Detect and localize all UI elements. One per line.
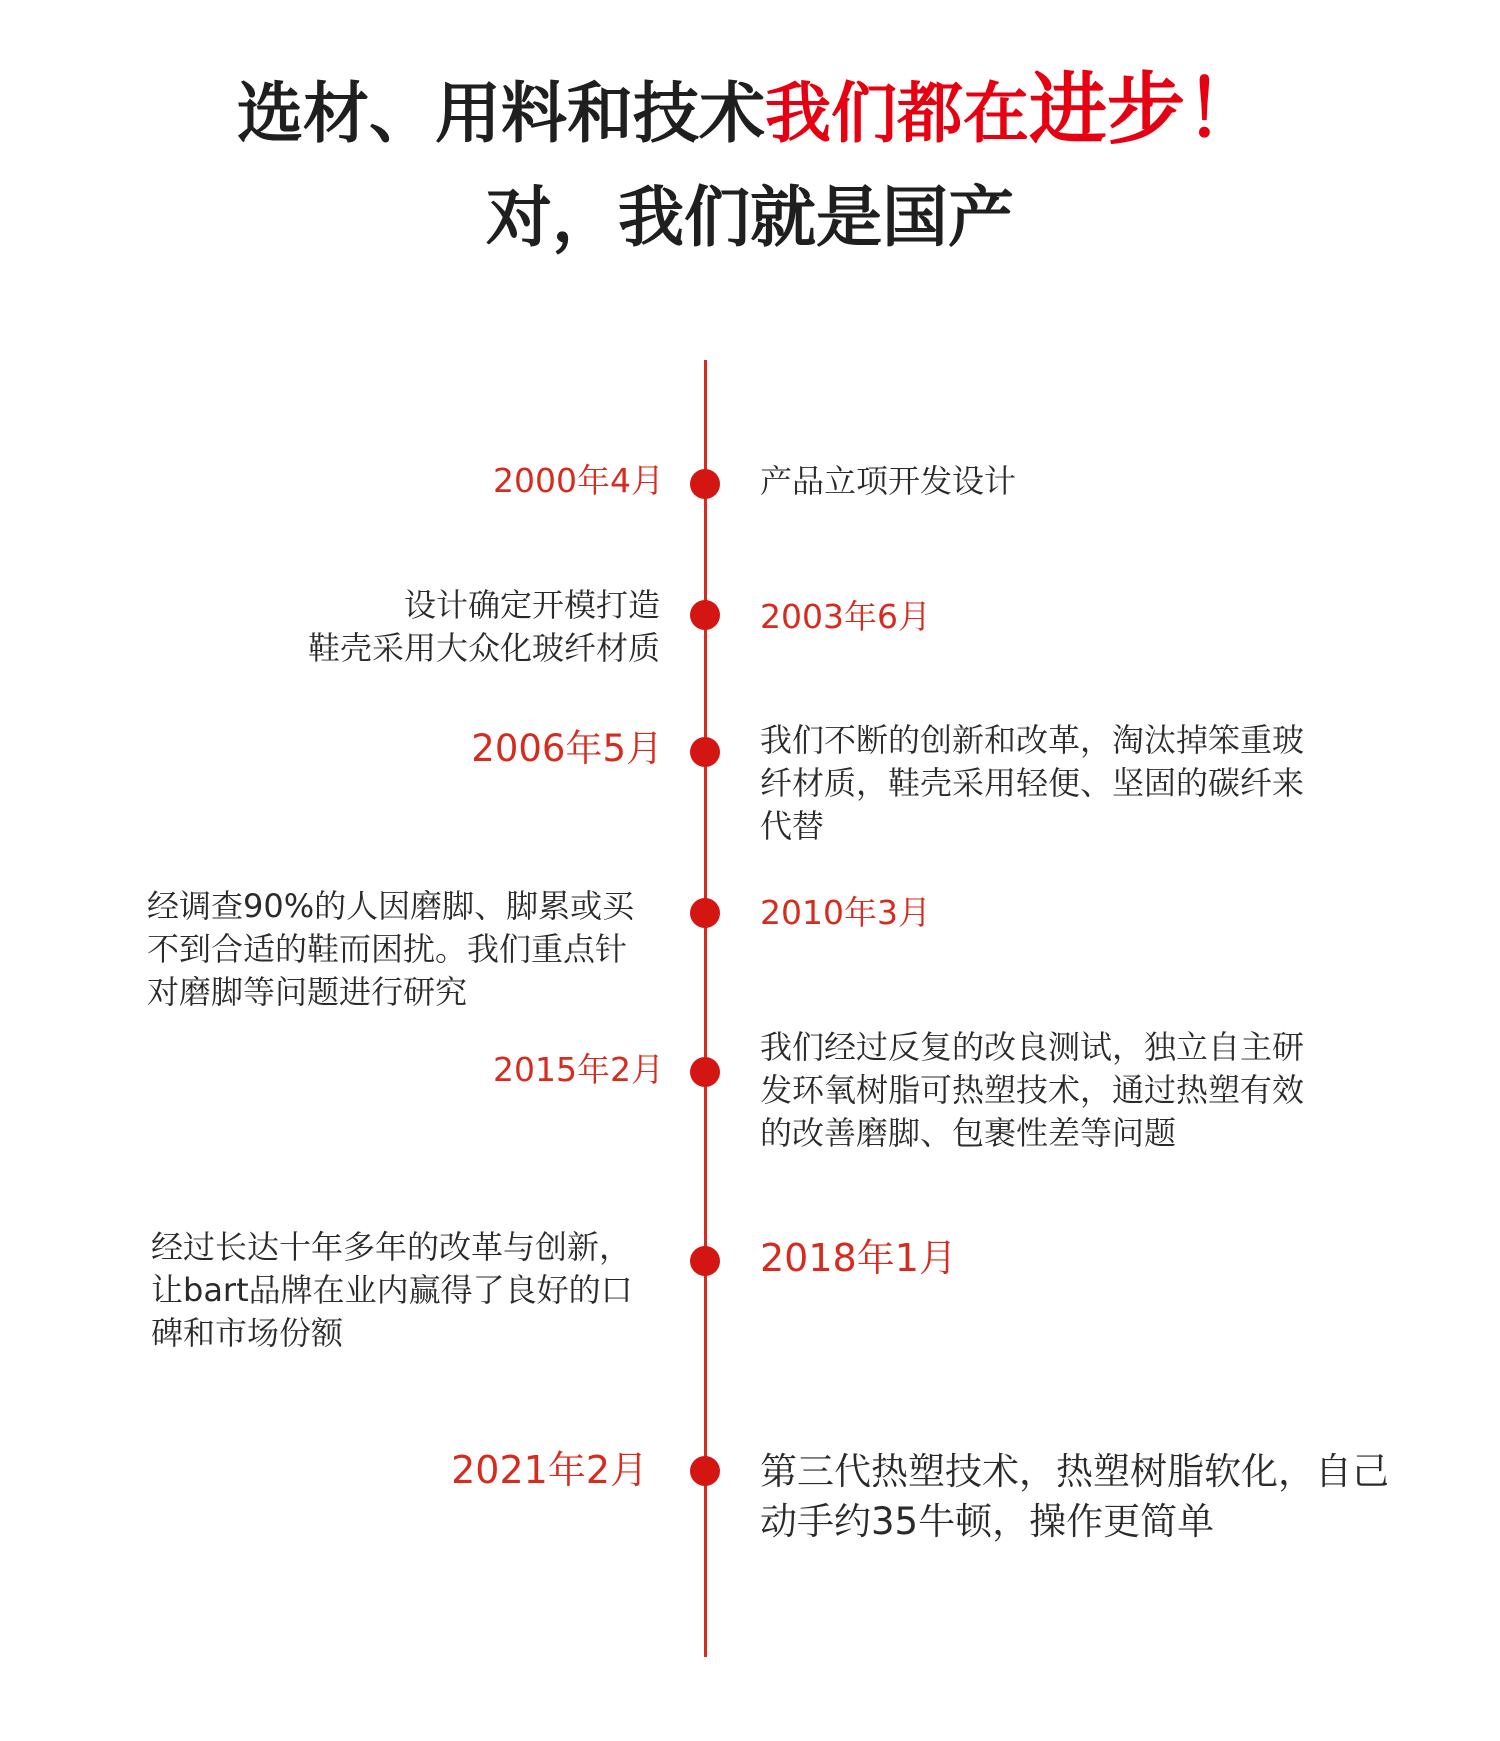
timeline-date: 2018年1月: [760, 1236, 957, 1280]
description-line: 纤材质，鞋壳采用轻便、坚固的碳纤来: [760, 764, 1305, 802]
description-line: 经调查90%的人因磨脚、脚累或买: [147, 887, 635, 925]
description-line: 产品立项开发设计: [760, 462, 1017, 500]
timeline-dot: [690, 600, 720, 630]
headline-dark-text: 选材、用料和技术: [236, 75, 765, 152]
description-line: 碑和市场份额: [151, 1314, 344, 1352]
description-line: 经过长达十年多年的改革与创新，: [151, 1228, 632, 1266]
headline-red-bold-text: 进步！: [1028, 65, 1263, 155]
timeline-dot: [690, 1246, 720, 1276]
description-line: 动手约35牛顿，操作更简单: [760, 1500, 1215, 1543]
timeline-dot: [690, 1456, 720, 1486]
description-line: 让bart品牌在业内赢得了良好的口: [151, 1271, 633, 1309]
timeline-date: 2003年6月: [760, 597, 931, 636]
timeline-dot: [690, 469, 720, 499]
timeline-description: [147, 885, 634, 1014]
description-line: 对磨脚等问题进行研究: [147, 973, 468, 1011]
timeline-date: 2015年2月: [493, 1050, 664, 1089]
timeline-description: [308, 584, 660, 670]
description-line: 鞋壳采用大众化玻纤材质: [307, 629, 660, 667]
timeline-description: [151, 1226, 633, 1355]
description-line: 设计确定开模打造: [403, 586, 660, 624]
headline-red-text: 我们都在: [764, 75, 1029, 152]
timeline-date: 2006年5月: [471, 727, 663, 770]
timeline-dot: [690, 898, 720, 928]
timeline-date: 2000年4月: [493, 461, 664, 500]
timeline-date: 2010年3月: [760, 893, 931, 932]
timeline-description: [760, 1447, 1389, 1547]
timeline-dot: [690, 1057, 720, 1087]
timeline-description: [760, 1026, 1304, 1155]
headline-line-1: [0, 60, 1500, 164]
description-line: 我们经过反复的改良测试，独立自主研: [760, 1028, 1305, 1066]
description-line: 不到合适的鞋而困扰。我们重点针: [147, 930, 628, 968]
description-line: 第三代热塑技术，热塑树脂软化，自己: [760, 1450, 1389, 1493]
description-line: 代替: [760, 807, 825, 845]
description-line: 的改善磨脚、包裹性差等问题: [760, 1114, 1177, 1152]
timeline-description: [760, 460, 1016, 503]
description-line: 我们不断的创新和改革，淘汰掉笨重玻: [760, 721, 1305, 759]
headline-line-2: 对，我们就是国产: [486, 179, 1014, 256]
timeline-dot: [690, 737, 720, 767]
timeline-date: 2021年2月: [451, 1448, 648, 1492]
description-line: 发环氧树脂可热塑技术，通过热塑有效: [760, 1071, 1305, 1109]
timeline-description: [760, 719, 1304, 848]
